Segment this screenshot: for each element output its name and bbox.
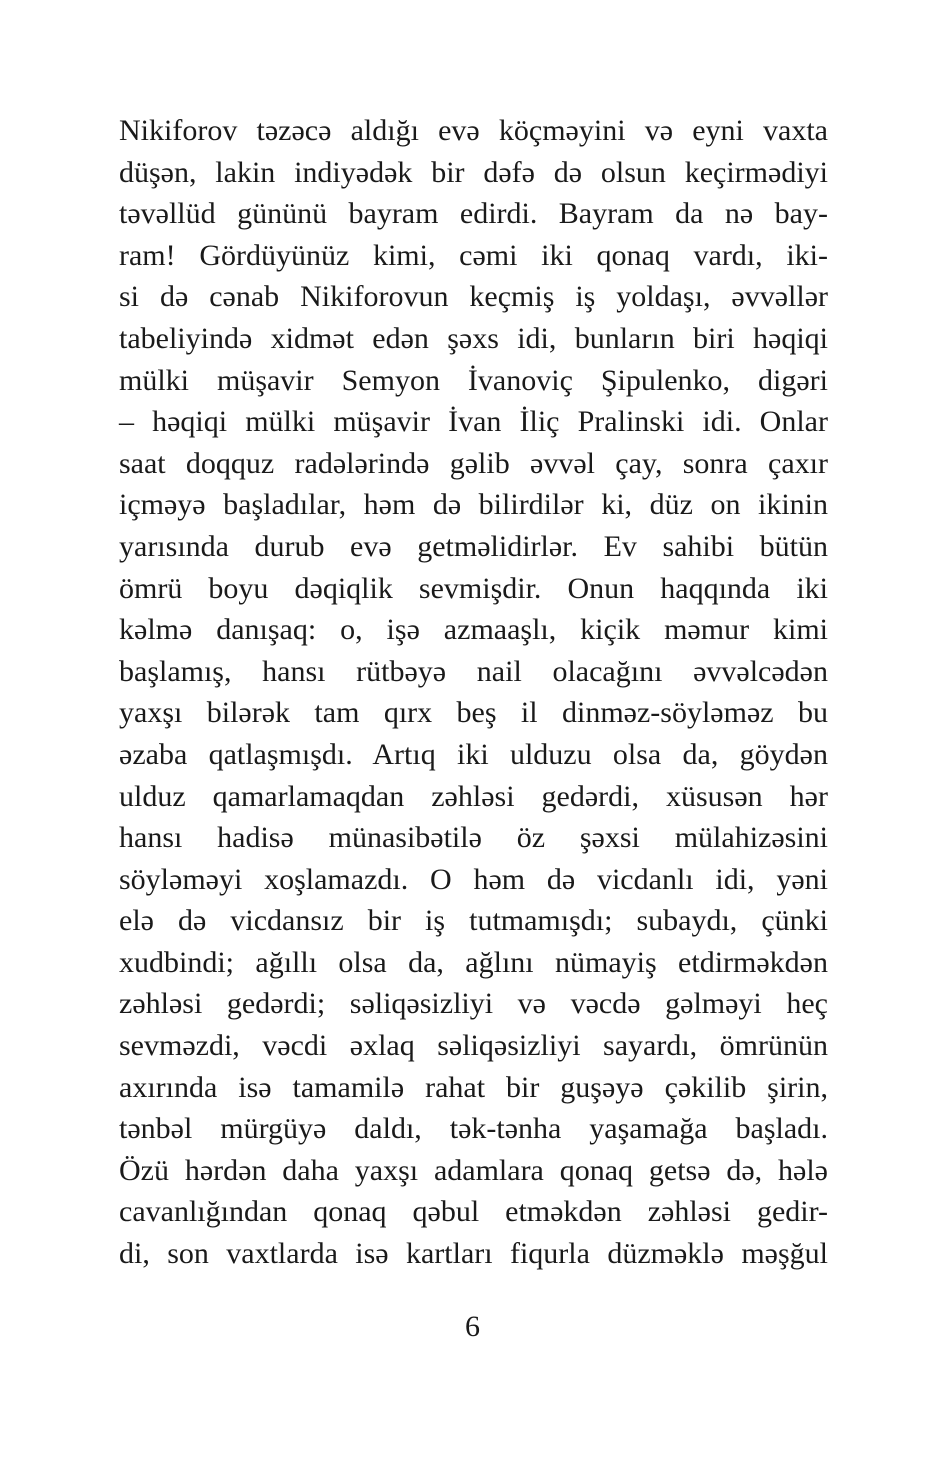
page-number: 6: [465, 1310, 480, 1343]
text-line: kəlmə danışaq: o, işə azmaaşlı, kiçik məmur kimi: [119, 613, 828, 647]
text-line: sevməzdi, vəcdi əxlaq səliqəsizliyi sayardı, ömrünün: [119, 1029, 828, 1063]
text-line: tabeliyində xidmət edən şəxs idi, bunların biri həqiqi: [119, 321, 828, 355]
body-text: [119, 110, 828, 1275]
text-line: söyləməyi xoşlamazdı. O həm də vicdanlı idi, yəni: [119, 862, 828, 896]
text-line: əzaba qatlaşmışdı. Artıq iki ulduzu olsa da, göydən: [119, 737, 828, 771]
text-line: saat doqquz radələrində gəlib əvvəl çay, sonra çaxır: [119, 446, 828, 480]
text-line: xudbindi; ağıllı olsa da, ağlını nümayiş etdirməkdən: [119, 945, 828, 979]
text-line: hansı hadisə münasibətilə öz şəxsi mülahizəsini: [119, 821, 828, 855]
text-line: elə də vicdansız bir iş tutmamışdı; subaydı, çünki: [119, 904, 828, 938]
text-line: mülki müşavir Semyon İvanoviç Şipulenko, digəri: [119, 363, 828, 397]
text-line: zəhləsi gedərdi; səliqəsizliyi və vəcdə gəlməyi heç: [119, 987, 828, 1021]
text-line: içməyə başladılar, həm də bilirdilər ki, düz on ikinin: [119, 488, 828, 522]
text-line: ömrü boyu dəqiqlik sevmişdir. Onun haqqında iki: [119, 571, 828, 605]
text-line: – həqiqi mülki müşavir İvan İliç Pralinski idi. Onlar: [119, 405, 828, 439]
text-line: ram! Gördüyünüz kimi, cəmi iki qonaq vardı, iki-: [119, 238, 828, 272]
text-line: təvəllüd gününü bayram edirdi. Bayram da nə bay-: [119, 197, 828, 231]
text-line: Nikiforov təzəcə aldığı evə köçməyini və eyni vaxta: [119, 114, 828, 147]
text-line: ulduz qamarlamaqdan zəhləsi gedərdi, xüsusən hər: [119, 779, 828, 813]
text-line: Özü hərdən daha yaxşı adamlara qonaq getsə də, hələ: [119, 1153, 828, 1187]
text-line: di, son vaxtlarda isə kartları fiqurla düzməklə məşğul: [119, 1237, 828, 1271]
text-line: yarısında durub evə getməlidirlər. Ev sahibi bütün: [119, 529, 828, 563]
text-line: si də cənab Nikiforovun keçmiş iş yoldaşı, əvvəllər: [119, 280, 828, 314]
text-line: cavanlığından qonaq qəbul etməkdən zəhləsi gedir-: [119, 1195, 828, 1229]
text-line: düşən, lakin indiyədək bir dəfə də olsun keçirmədiyi: [119, 155, 828, 189]
text-line: axırında isə tamamilə rahat bir guşəyə çəkilib şirin,: [119, 1070, 828, 1104]
text-line: yaxşı bilərək tam qırx beş il dinməz-söyləməz bu: [119, 696, 828, 730]
text-line: tənbəl mürgüyə daldı, tək-tənha yaşamağa başladı.: [119, 1112, 828, 1146]
text-line: başlamış, hansı rütbəyə nail olacağını əvvəlcədən: [119, 654, 828, 688]
